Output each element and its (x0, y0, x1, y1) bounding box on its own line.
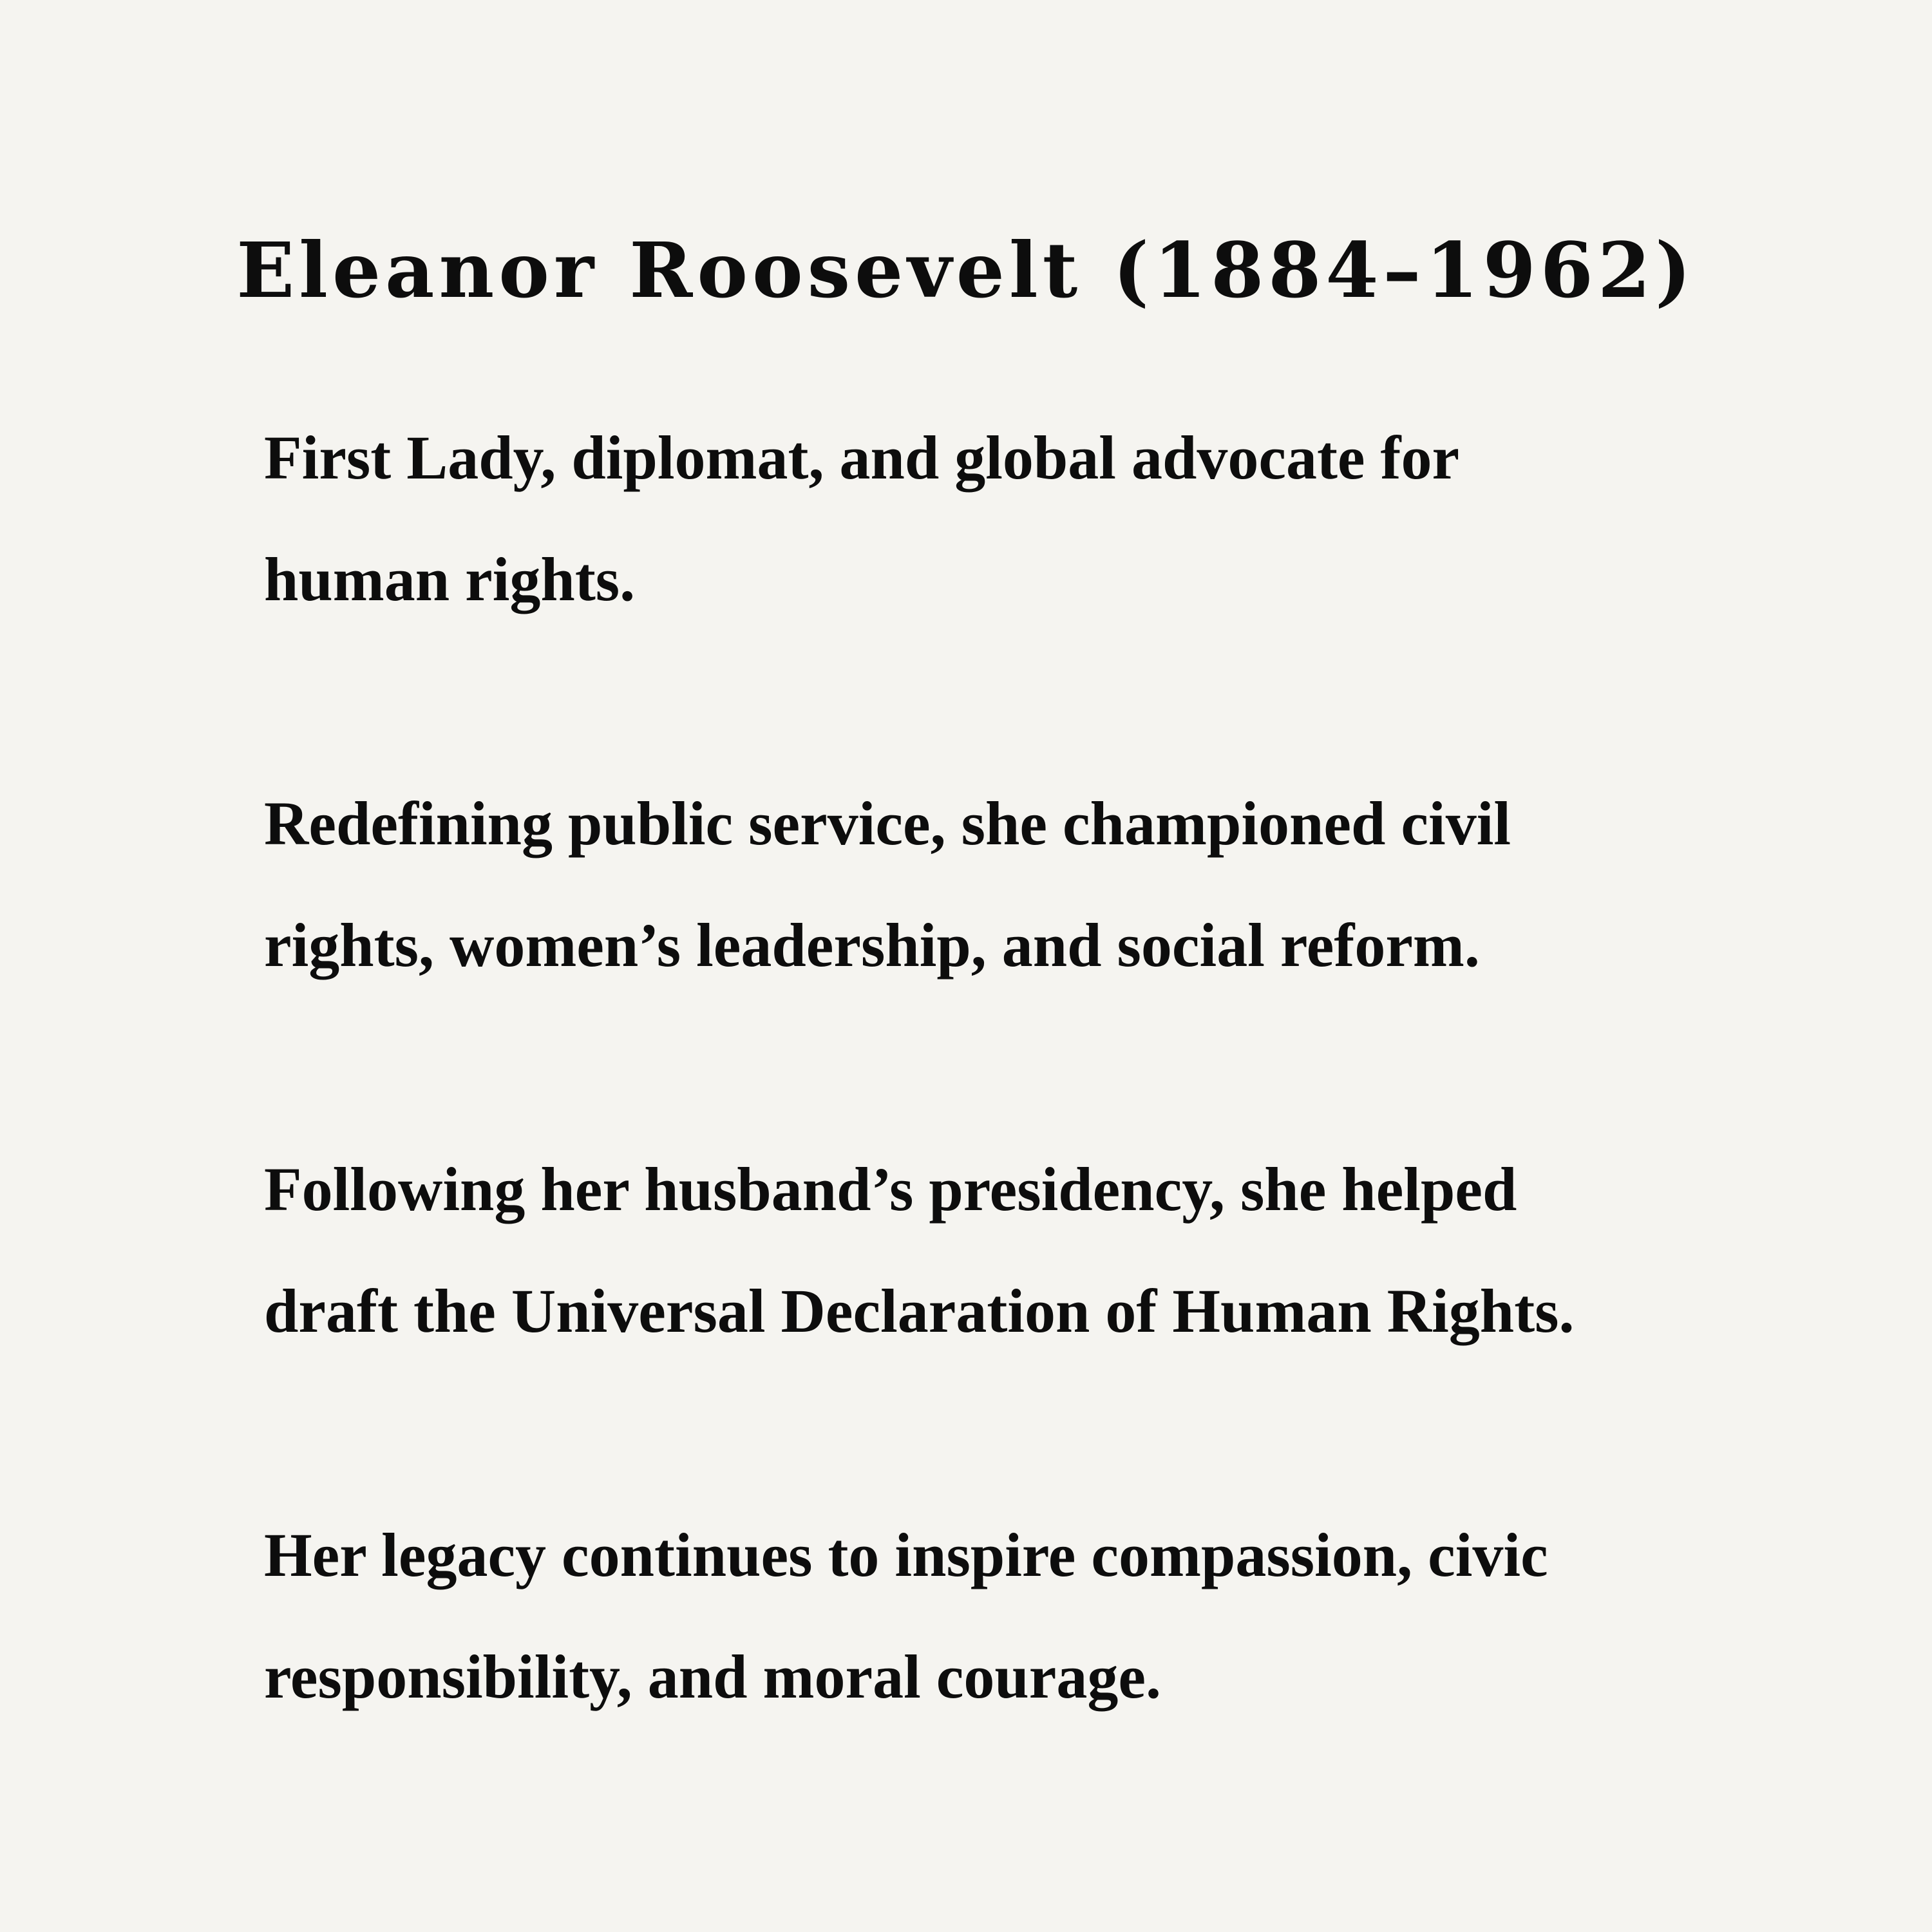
paragraph-intro (264, 397, 1745, 640)
paragraph-legacy (264, 1494, 1745, 1738)
paragraph-line: Following her husband’s presidency, she helped (264, 1155, 1517, 1224)
paragraph-line: Redefining public service, she championed civil (264, 789, 1511, 858)
page-title: Eleanor Roosevelt (1884–1962) (236, 225, 1696, 315)
paragraph-line: First Lady, diplomat, and global advocate for (264, 423, 1460, 492)
paragraph-line: Her legacy continues to inspire compassion, civic (264, 1520, 1548, 1589)
paragraph-public-service (264, 762, 1745, 1006)
paragraph-human-rights-declaration (264, 1128, 1745, 1372)
paragraph-line: rights, women’s leadership, and social reform. (264, 911, 1480, 980)
paragraph-line: draft the Universal Declaration of Human Rights. (264, 1276, 1575, 1345)
paragraph-line: human rights. (264, 545, 636, 614)
paragraph-line: responsibility, and moral courage. (264, 1642, 1161, 1711)
